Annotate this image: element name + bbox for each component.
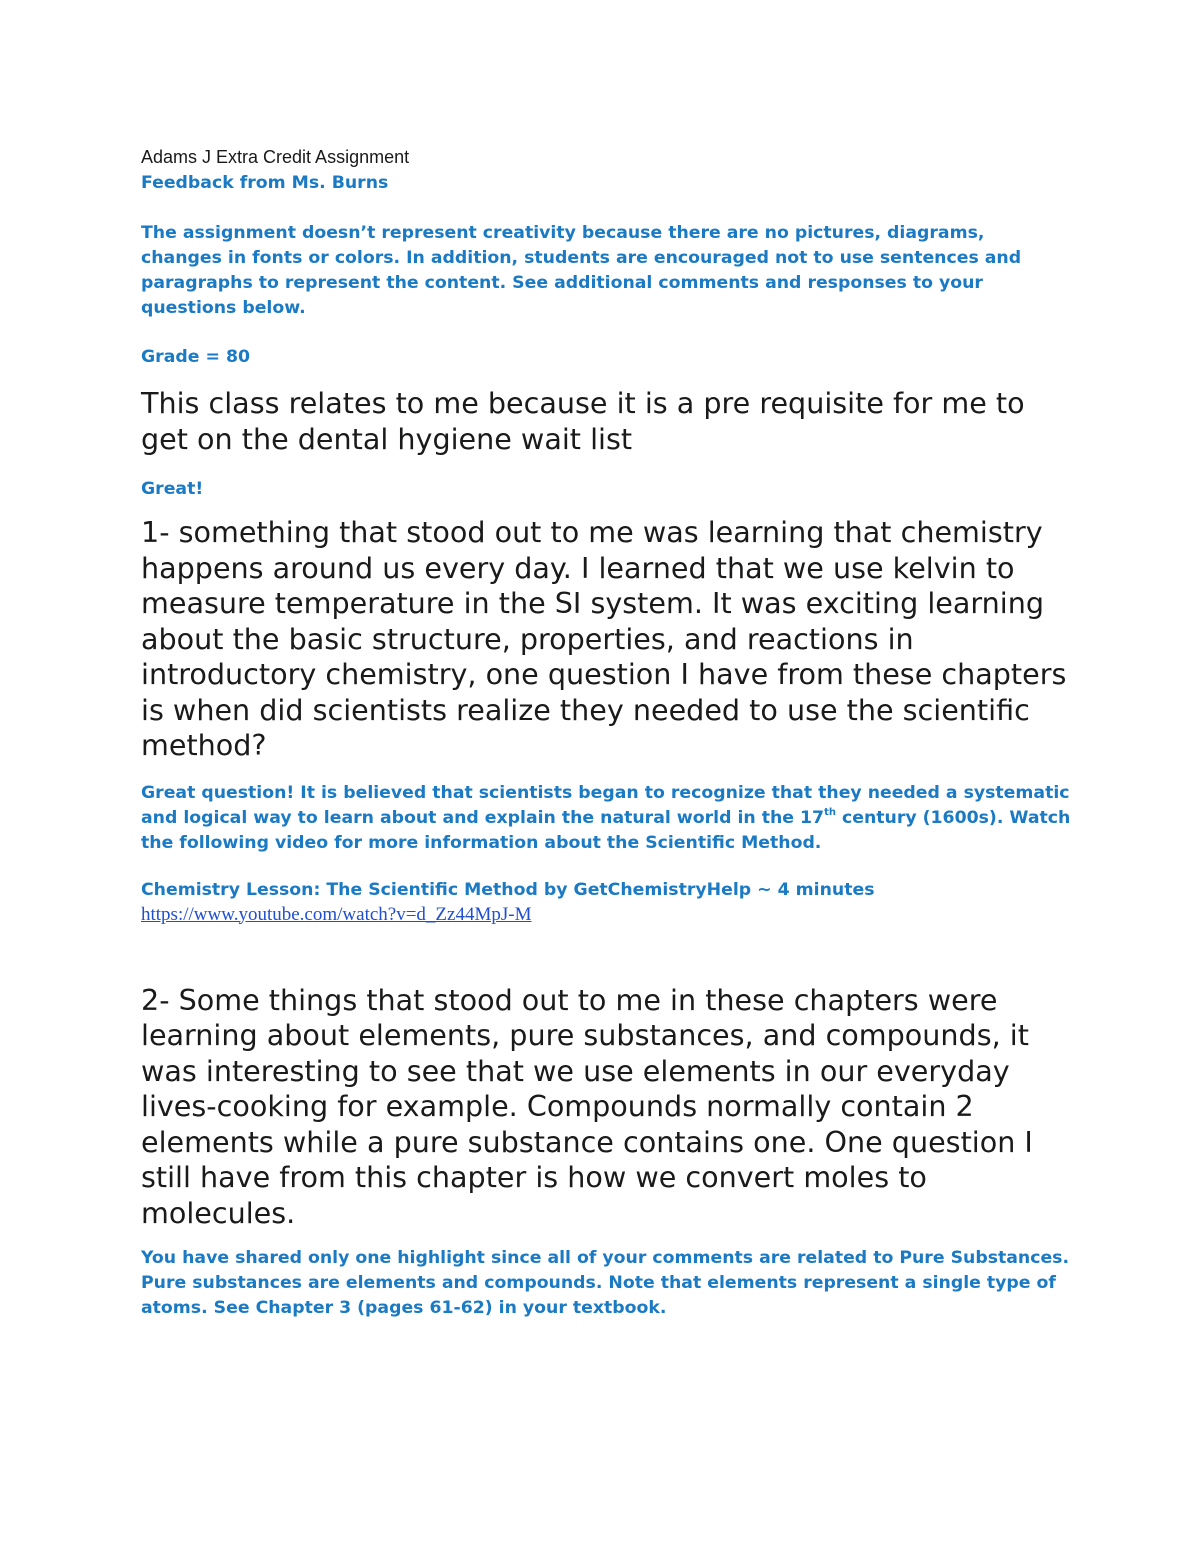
feedback-1 bbox=[141, 781, 1071, 856]
feedback-1-text-before: Great question! It is believed that scientists began to recognize that they needed a systematic and logical way to learn about and explain the natural world in the 17 bbox=[141, 782, 1070, 828]
response-1: 1- something that stood out to me was learning that chemistry happens around us every day. I learned that we use kelvin to measure temperature in the SI system. It was exciting learning about the basic structure, properties, and reactions in introductory chemistry, one question I have from these chapters is when did scientists realize they needed to use the scientific method? bbox=[141, 515, 1067, 762]
response-2: 2- Some things that stood out to me in these chapters were learning about elements, pure substances, and compounds, it was interesting to see that we use elements in our everyday lives-cooking for example. Compounds normally contain 2 elements while a pure substance contains one. One question I still have from this chapter is how we convert moles to molecules. bbox=[141, 982, 1033, 1230]
feedback-relevance: Great! bbox=[141, 479, 204, 499]
feedback-1-text-after: century (1600s). Watch the following video for more information about the Scientific Method. bbox=[141, 807, 1071, 853]
video-link-anchor[interactable]: https://www.youtube.com/watch?v=d_Zz44MpJ-M bbox=[141, 903, 532, 925]
feedback-2: You have shared only one highlight since all of your comments are related to Pure Substances. Pure substances are elements and compounds. Note that elements represent a single type of atoms. See Chapter 3 (pages 61-62) in your textbook. bbox=[141, 1248, 1070, 1318]
document-title: Adams J Extra Credit Assignment bbox=[141, 147, 410, 167]
grade-text: Grade = 80 bbox=[141, 347, 251, 367]
video-title: Chemistry Lesson: The Scientific Method by GetChemistryHelp ~ 4 minutes bbox=[141, 879, 875, 900]
video-link[interactable] bbox=[141, 903, 1071, 927]
feedback-heading: Feedback from Ms. Burns bbox=[141, 173, 389, 193]
feedback-intro: The assignment doesn’t represent creativity because there are no pictures, diagrams, changes in fonts or colors. In addition, students are encouraged not to use sentences and paragraphs to represent the content. See additional comments and responses to your questions below. bbox=[141, 223, 1022, 318]
document-body bbox=[141, 146, 1071, 1321]
response-relevance: This class relates to me because it is a pre requisite for me to get on the dental hygiene wait list bbox=[141, 386, 1025, 456]
feedback-1-superscript: th bbox=[824, 806, 836, 818]
